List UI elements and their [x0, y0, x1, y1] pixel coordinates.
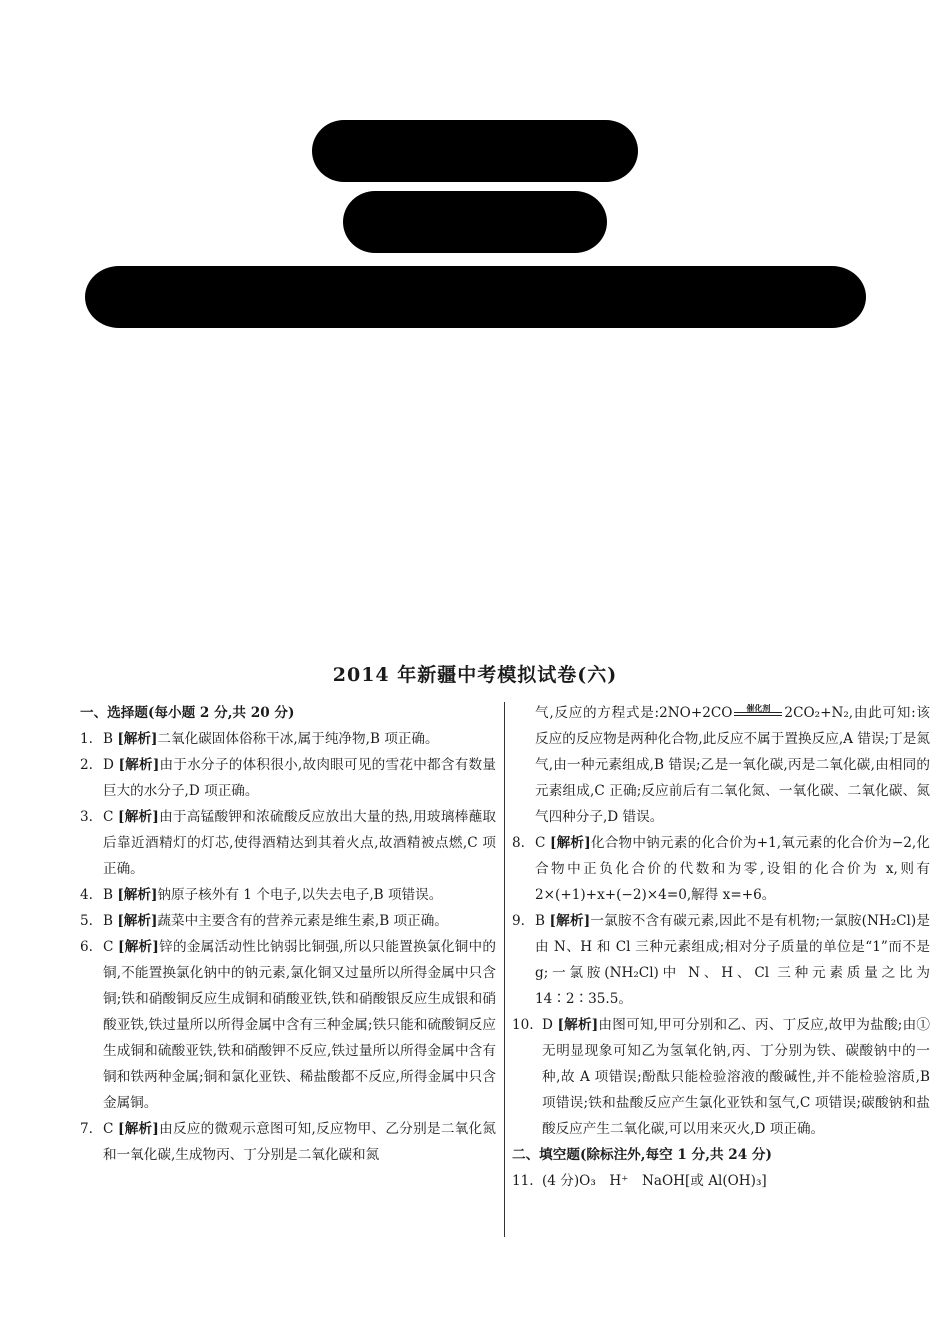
- answer-item-6: [80, 934, 496, 1116]
- answer-letter: C: [535, 835, 546, 851]
- redaction-bar-3: [85, 266, 866, 328]
- redaction-bar-2: [343, 191, 607, 253]
- item-number: 1.: [80, 731, 93, 747]
- item-number: 4.: [80, 887, 93, 903]
- equation-reactants: 气,反应的方程式是:2NO+2CO: [535, 705, 733, 721]
- analysis-tag: [解析]: [118, 939, 159, 955]
- answer-letter: D: [542, 1017, 553, 1033]
- item-number: 9.: [512, 913, 525, 929]
- item-number: 2.: [80, 757, 93, 773]
- answer-item-10: [512, 1012, 930, 1142]
- answer-item-3: [80, 804, 496, 882]
- answer-item-9: [512, 908, 930, 1012]
- analysis-tag: [解析]: [118, 809, 159, 825]
- answer-letter: D: [103, 757, 114, 773]
- analysis-text: 由图可知,甲可分别和乙、丙、丁反应,故甲为盐酸;由①无明显现象可知乙为氢氧化钠,丙、丁分别为铁、碳酸钠中的一种,故 A 项错误;酚酞只能检验溶液的酸碱性,并不能检验溶质,B 项错误;铁和盐酸反应产生氯化亚铁和氢气,C 项错误;碳酸钠和盐酸反应产生二氧化碳,可以用来灭火,D 项正确。: [542, 1017, 930, 1137]
- analysis-text: 一氯胺不含有碳元素,因此不是有机物;一氯胺(NH₂Cl)是由 N、H 和 Cl 三种元素组成;相对分子质量的单位是“1”而不是 g;一氯胺(NH₂Cl)中 N、H、Cl 三种元素质量之比为 14∶2∶35.5。: [535, 913, 930, 1007]
- analysis-tag: [解析]: [117, 887, 158, 903]
- answer-item-2: [80, 752, 496, 804]
- analysis-text: 由于水分子的体积很小,故肉眼可见的雪花中都含有数量巨大的水分子,D 项正确。: [103, 757, 496, 799]
- redaction-bar-1: [312, 120, 638, 182]
- analysis-tag: [解析]: [549, 913, 591, 929]
- page-title: 2014 年新疆中考模拟试卷(六): [332, 664, 618, 686]
- answer-text: (4 分)O₃ H⁺ NaOH[或 Al(OH)₃]: [542, 1173, 767, 1189]
- answer-item-7: [80, 1116, 496, 1168]
- answer-letter: C: [103, 939, 114, 955]
- answer-item-7-continued: [512, 700, 930, 830]
- item-number: 8.: [512, 835, 525, 851]
- answer-item-1: [80, 726, 496, 752]
- analysis-text: 由反应的微观示意图可知,反应物甲、乙分别是二氧化氮和一氧化碳,生成物丙、丁分别是二氧化碳和氮: [103, 1121, 496, 1163]
- catalyst-label: 催化剂: [746, 702, 771, 713]
- answer-item-5: [80, 908, 496, 934]
- item-number: 5.: [80, 913, 93, 929]
- analysis-tag: [解析]: [118, 757, 160, 773]
- item-number: 3.: [80, 809, 93, 825]
- analysis-tag: [解析]: [557, 1017, 599, 1033]
- answer-item-8: [512, 830, 930, 908]
- analysis-tag: [解析]: [117, 731, 158, 747]
- section-heading-choice: 一、选择题(每小题 2 分,共 20 分): [80, 705, 295, 721]
- answer-letter: B: [103, 887, 113, 903]
- column-divider: [504, 702, 505, 1237]
- item-number: 6.: [80, 939, 93, 955]
- right-column: [512, 700, 930, 1194]
- answer-letter: B: [103, 731, 113, 747]
- item-number: 7.: [80, 1121, 93, 1137]
- answer-letter: B: [535, 913, 545, 929]
- analysis-text: 锌的金属活动性比钠弱比铜强,所以只能置换氯化铜中的铜,不能置换氯化钠中的钠元素,氯化铜又过量所以所得金属中只含铜;铁和硝酸铜反应生成铜和硝酸亚铁,铁和硝酸银反应生成银和硝酸亚铁,铁过量所以所得金属中含有三种金属;铁只能和硫酸铜反应生成铜和硫酸亚铁,铁和硝酸钾不反应,铁过量所以所得金属中含有铜和铁两种金属;铜和氯化亚铁、稀盐酸都不反应,所得金属中只含金属铜。: [103, 939, 496, 1111]
- item-number: 11.: [512, 1173, 534, 1189]
- answer-letter: C: [103, 1121, 114, 1137]
- analysis-text: 蔬菜中主要含有的营养元素是维生素,B 项正确。: [157, 913, 448, 929]
- analysis-text: 化合物中钠元素的化合价为+1,氧元素的化合价为−2,化合物中正负化合价的代数和为零,设钼的化合价为 x,则有 2×(+1)+x+(−2)×4=0,解得 x=+6。: [535, 835, 930, 903]
- answer-letter: C: [103, 809, 114, 825]
- analysis-text: 二氧化碳固体俗称干冰,属于纯净物,B 项正确。: [157, 731, 439, 747]
- analysis-tag: [解析]: [549, 835, 591, 851]
- section-heading-fill: 二、填空题(除标注外,每空 1 分,共 24 分): [512, 1147, 772, 1163]
- analysis-text: 由于高锰酸钾和浓硫酸反应放出大量的热,用玻璃棒蘸取后靠近酒精灯的灯芯,使得酒精达到其着火点,故酒精被点燃,C 项正确。: [103, 809, 496, 877]
- analysis-tag: [解析]: [117, 913, 158, 929]
- answer-item-4: [80, 882, 496, 908]
- item-number: 10.: [512, 1017, 534, 1033]
- answer-letter: B: [103, 913, 113, 929]
- answer-item-11: [512, 1168, 930, 1194]
- analysis-tag: [解析]: [118, 1121, 159, 1137]
- analysis-text: 2CO₂+N₂,由此可知:该反应的反应物是两种化合物,此反应不属于置换反应,A 错误;丁是氮气,由一种元素组成,B 错误;乙是一氧化碳,丙是二氧化碳,由相同的元素组成,C 正确;反应前后有二氧化氮、一氧化碳、二氧化碳、氮气四种分子,D 错误。: [535, 705, 930, 825]
- analysis-text: 钠原子核外有 1 个电子,以失去电子,B 项错误。: [157, 887, 443, 903]
- catalyst-arrow: [734, 702, 782, 718]
- left-column: [80, 700, 496, 1168]
